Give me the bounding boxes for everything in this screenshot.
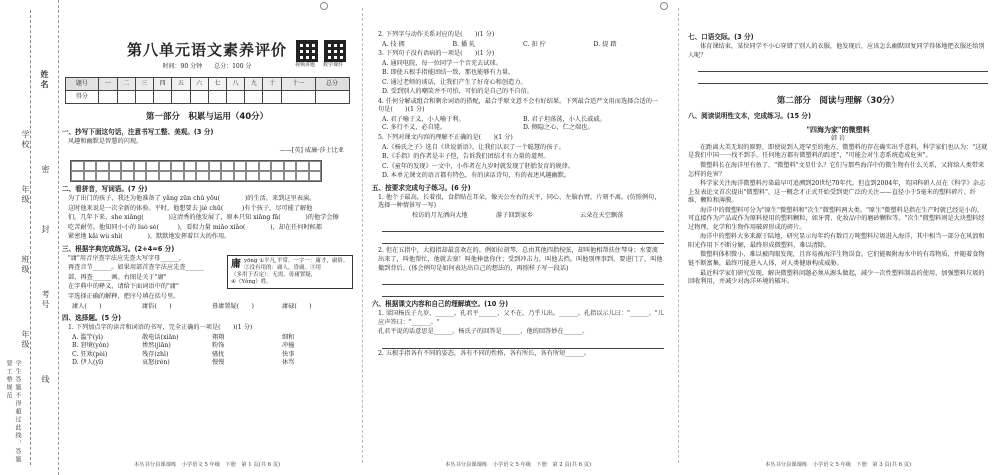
score-input[interactable] (172, 90, 190, 103)
option[interactable]: C.《童年的发现》一文中，小作者在九岁时就发现了胚胎发育的规律。 (382, 162, 575, 170)
q3-line: "庸"用音序查字法应先查大写字母______， (68, 254, 186, 262)
q3-word[interactable]: 毋庸置疑( ) (212, 302, 254, 310)
q4-cell: 快事 (282, 350, 295, 358)
article-paragraph: 最近科学家们研究发现，解决微塑料问题必须从源头做起，减少一次性塑料制品的使用，加强塑料垃圾的回收利用，并减少对海洋环境的破坏。 (688, 269, 985, 286)
dict-line: （多用于否定）：无需，毋庸置疑， (231, 272, 317, 279)
option[interactable]: D. 提 踏 (593, 40, 617, 48)
q3-line: 再查音节______。如果用部首查字法应先查______ (68, 264, 205, 272)
q4-row[interactable] (72, 342, 352, 351)
score-input[interactable] (315, 90, 349, 103)
score-header-cell: 九 (245, 77, 263, 90)
article-title: "四海为家"的微塑料 (806, 125, 870, 134)
option[interactable]: B. 即使五根手指能团结一致，那也能够有力量。 (382, 69, 515, 77)
option[interactable]: C. 扣 拧 (523, 40, 546, 48)
score-input[interactable] (99, 90, 117, 103)
q4-cell: 残存(zhì) (142, 350, 169, 358)
q3-heading: 三、根据字典完成练习。(2+4=6 分) (62, 244, 175, 253)
choice[interactable]: 校访的月光洒向大地 (412, 211, 468, 219)
score-header-row (65, 77, 349, 90)
grade-label-2: 年级 (21, 330, 30, 350)
option[interactable]: D. 侧隐之心，仁之端也。 (523, 124, 594, 132)
score-input[interactable] (263, 90, 281, 103)
q4-cell: 哀怒(rén) (142, 359, 170, 367)
score-header-cell: 二 (117, 77, 135, 90)
score-row-label: 得分 (65, 90, 99, 103)
q5-heading: 五、按要求完成句子练习。(6 分) (372, 183, 471, 192)
qr-code-courseware[interactable] (324, 40, 346, 62)
page-2 (372, 0, 664, 475)
option[interactable]: A. 君子喻于义，小人喻于利。 (382, 115, 465, 123)
score-header-cell: 五 (172, 77, 190, 90)
article-paragraph: 海洋中的塑料大多来源于陆地，研究显示每年约有数百万吨塑料垃圾进入海洋，其中相当一部分在风浪和阳光作用下不断分解，最终形成微塑料，难以清除。 (688, 233, 985, 249)
q3-word[interactable]: 庸俗( ) (142, 302, 172, 310)
option[interactable]: B. 君子坦荡荡，小人长戚戚。 (523, 115, 606, 123)
score-input[interactable] (154, 90, 172, 103)
q4-cell: B. 窘境(yǒn) (72, 342, 109, 350)
q4-cell: D. 伊人(yī) (72, 359, 104, 367)
answer-line[interactable] (382, 339, 664, 349)
page-1 (62, 0, 352, 475)
score-header-cell: 六 (190, 77, 208, 90)
option[interactable]: D. 本单元课文的语言都有特色，有的读话诗句，有的表述风趣幽默。 (382, 172, 571, 180)
q2-line: 紧密地 kǎi wù shì( )，默默地发挥着巨大的作用。 (68, 233, 231, 241)
score-header-cell: 八 (226, 77, 244, 90)
qr-code-video[interactable] (296, 40, 318, 62)
q4-cell: 慢慢 (212, 359, 225, 367)
q2-line: 吃苦耐劳。他知同小小的 luò sè( )，看似力量 miǎo xiǎo( )，却在任何时候都 (68, 223, 323, 231)
score-header-cell: 题号 (65, 77, 99, 90)
q3-word[interactable]: 庸人( ) (72, 302, 102, 310)
answer-line[interactable] (698, 62, 988, 72)
q2-heading: 二、看拼音，写词语。(7 分) (62, 184, 148, 193)
qr-label-video: 视频讲题 (295, 62, 316, 68)
q4-cell: 冲撞 (282, 342, 295, 350)
score-input[interactable] (117, 90, 135, 103)
seal-char-2: 封 (41, 225, 50, 235)
score-value-row (65, 90, 349, 103)
q4-cell: C. 狂欢(pèi) (72, 350, 108, 358)
article-paragraph: 在距离大美无垠的原野，即使说到人迹罕至的地方，微塑料的存在确实出乎意料，科学家们也认为："这就是我们中国一一找不到手，任何地方都有微塑料的踪迹"，"可能会对生态系统造成危害"。 (688, 143, 988, 160)
q6-heading: 六、根据课文内容和自己的理解填空。(10 分) (372, 300, 509, 309)
exam-no-label: 考号 (41, 290, 50, 310)
score-input[interactable] (245, 90, 263, 103)
q4-1-stem: 1. 下列加点字的读音和词语的书写，完全正确的一项是( )(1 分) (68, 324, 253, 332)
q6-1b-stem: 孔君平说的话意思是______。杨氏子的回答是______，他的回答妙在______。 (378, 328, 589, 336)
q6-2-stem: 2. 五根手指各有不同的姿态，各有不同的性格，各有所长，各有所短______。 (378, 349, 591, 357)
q1-source: ——[英] 威廉·莎士比亚 (279, 147, 344, 155)
page-1-footer: 本丛书分县课课练 小学语文 5 年级 下册 第 1 页(共 6 页) (133, 461, 281, 468)
q3-line: 部，再查______画。右图是关于"庸" (68, 273, 167, 281)
q4-2-options (382, 41, 664, 50)
writing-grid[interactable] (70, 160, 322, 182)
seal-char-3: 线 (41, 375, 50, 385)
q4-5-stem: 5. 下列对课文内容的理解不正确的是( )(1 分) (378, 134, 513, 142)
class-label: 班级 (21, 255, 30, 275)
score-input[interactable] (190, 90, 208, 103)
page-2-footer: 本丛书分县课课练 小学语文 5 年级 下册 第 2 页(共 6 页) (444, 461, 592, 468)
q4-cell: 休骂 (282, 359, 295, 367)
cut-line (30, 10, 31, 465)
option[interactable]: B.《手指》的作者是丰子恺，告诉我们团结才有力量的道理。 (382, 153, 550, 161)
article-paragraph: 海洋中的微塑料可分为"原生"微塑料和"次生"微塑料两大类。"原生"微塑料是指在生产时就已经是小的，可直接作为产品或作为原料使用的塑料颗粒，如牙膏、化妆品中的磨砂颗粒等。"次生"微塑料则是大块塑料经过物理、化学和生物作用破碎形成的碎片。 (688, 206, 985, 231)
score-input[interactable] (208, 90, 226, 103)
qr-label-courseware: 数学课件 (323, 62, 344, 68)
score-header-cell: 总分 (315, 77, 349, 90)
q4-cell: 骚扰 (212, 350, 225, 358)
q2-line: 这时他来说是一次全新的体验。平时，他想要去 jiè chū( )有个孩子，尽可能了解他 (68, 204, 313, 212)
q5-1-choices (412, 212, 664, 221)
answer-line[interactable] (382, 275, 664, 285)
q7-heading: 七、口语交际。(3 分) (688, 33, 754, 41)
q4-row[interactable] (72, 359, 352, 368)
score-header-cell: 一 (99, 77, 117, 90)
score-input[interactable] (135, 90, 153, 103)
dictionary-box: 庸 yōng ①平凡,平常。一字一：庸才，庸俗。 ②没有用的：庸人，昏庸。③用 （多用于否定）：无需，毋庸置疑， ④（Yǒng）姓。 (227, 255, 353, 290)
q3-text (62, 255, 222, 302)
score-header-cell: 七 (208, 77, 226, 90)
option[interactable]: A.《杨氏之子》选自《世说新语》，让我们认识了一个聪慧的孩子。 (382, 143, 565, 151)
q4-cell: 细和 (282, 333, 295, 341)
score-header-cell: 三 (135, 77, 153, 90)
dict-line: yōng ①平凡,平常。一字一：庸才，庸俗。 (244, 257, 349, 264)
choice[interactable]: 游子回到家乡 (496, 211, 534, 219)
q7-text: 体育课结束，某位同学不小心穿错了别人的衣服，他发现后，应该怎么幽默回复同学得体地把衣服还给别人呢？ (688, 43, 985, 59)
exam-meta: 时间：90 分钟 总分：100 分 (162, 62, 252, 70)
answer-line[interactable] (382, 222, 664, 232)
registration-mark (320, 2, 328, 10)
answer-line[interactable] (698, 74, 988, 84)
grade-label: 年级 (21, 185, 30, 205)
school-label: 学校 (21, 130, 30, 150)
dict-line: ②没有用的：庸人，昏庸。③用 (244, 264, 322, 271)
name-label: 姓名 (40, 70, 50, 90)
score-table (65, 77, 350, 104)
answer-line[interactable] (382, 234, 664, 244)
score-input[interactable] (226, 90, 244, 103)
q4-4-stem: 4. 任何分解或组合和剩余词语的搭配，最合乎原文意不会有好结果。下列最合适严文用而选择合适的一句是( )(1 分) (378, 97, 659, 114)
exam-title: 第八单元语文素养评价 (126, 41, 287, 59)
q5-2-stem: 2. 但在五指中，大拇指却最喜欢在的。例如拉胡琴，总由其他四指按弦，却叫他相帮扶住琴身；水要流出来了，叫他帮忙，他就去塞！叫他捧盘你住；受到冲击力，叫他去挡。叫他别理事到，要进门了，叫他撤到背后。(体会例句是如何表达出自己的想法的，再照样子写一段话) (378, 247, 663, 272)
q4-cell: 粉饰 (212, 342, 225, 350)
score-input[interactable] (281, 90, 315, 103)
score-header-cell: 四 (154, 77, 172, 90)
option[interactable]: C. 通过老师的谈话，让我们产生了好奇心和创造力。 (382, 78, 527, 86)
binding-strip (0, 0, 59, 475)
q2-line: 为了出门的孩子，我还为他准备了 yǎng zūn chǔ yōu( )的生活，来到这里表演。 (68, 194, 316, 202)
q4-cell: 惨然(jiān) (142, 342, 171, 350)
article-paragraph: 微塑料体积微小，难以被肉眼发现，且容易被海洋生物误食。它们能吸附海水中的有毒物质，并随着食物链不断富集，最终可能进入人体，对人类健康构成威胁。 (688, 251, 985, 268)
column-divider (362, 8, 363, 463)
q3-line: 字选择正确的解释，把序号填在括号里。 (68, 292, 180, 300)
q3-word[interactable]: 庸碌( ) (282, 302, 312, 310)
column-divider (678, 8, 679, 463)
article-paragraph: 微塑料长在海洋里有鱼了，"微塑料"文星什么？它们与那些海洋中的微生物有什么关系，又将给人类带来怎样的危害？ (688, 162, 985, 178)
q6-1-stem: 1. 梁国杨氏子九岁，______。孔君平______，父不在，乃乎儿出。______。孔指以示儿曰："______。"儿应声答曰："______。" (378, 310, 664, 326)
q4-row[interactable] (72, 334, 352, 343)
score-header-cell: 十 (263, 77, 281, 90)
seal-char: 密 (41, 165, 50, 175)
page-3-footer: 本丛书分县课课练 小学语文 5 年级 下册 第 3 页(共 6 页) (764, 461, 912, 468)
score-header-cell: 十一 (281, 77, 315, 90)
part-2-heading: 第二部分 阅读与理解（30分） (776, 96, 900, 107)
q4-cell: 散电话(xiān) (142, 333, 179, 341)
q2-line: 们。几年下来，she xiǎng( )这清秀的他发展了，原本只知 xiāng fǎ( )的他学会擦 (68, 214, 339, 222)
choice[interactable]: 云朵在天空飘荡 (580, 211, 624, 219)
q4-heading: 四、选择题。(5 分) (62, 314, 122, 323)
option[interactable]: D. 受到别人的嘲笑并不可怕，可怕的是自己的不自信。 (382, 88, 533, 96)
q4-cell: A. 滥竽(yì) (72, 333, 104, 341)
article-author: 韩 岩 (831, 134, 845, 142)
q3-block (62, 255, 352, 302)
q4-4-options (382, 116, 664, 133)
page-3 (688, 0, 988, 475)
answer-line[interactable] (382, 287, 664, 297)
q4-cell: 翔翔 (212, 333, 225, 341)
option[interactable]: C. 多行不义，必自毙。 (382, 124, 447, 132)
q5-1-stem: 1. 他个子最高，长着很，食指贴在耳朵，像天公左右的天平，同心，左脑右臂，片刻不离。(仿照例句，选择一种情景写一写) (378, 193, 661, 210)
registration-mark (660, 2, 668, 10)
option[interactable]: A. 技 拥 (382, 40, 405, 48)
q3-line: 在字典中的释义，请给下面词语中的"庸" (68, 283, 179, 291)
q1-text: 风趣和幽默是智慧的闪现。 (68, 137, 143, 145)
q8-heading: 八、阅读说明性文本，完成练习。(15 分) (688, 111, 811, 120)
option[interactable]: B. 播 轧 (452, 40, 476, 48)
part-1-heading: 第一部分 积累与运用（40分） (145, 111, 269, 122)
q1-heading: 一、抄写下面这句话，注意书写工整、美观。(3 分) (62, 127, 214, 136)
q4-2-stem: 2. 下列字与动作关系对应的是( )(1 分) (378, 31, 495, 38)
dict-line: ④（Yǒng）姓。 (231, 279, 272, 286)
article-paragraph: 科学家关注海洋微塑料污染最早可追溯到20世纪70年代。但直到2004年，英国科研人员在《科学》杂志上发表论文首次提出"微塑料"，这一概念才正式开始受到更广泛的关注——直径小于5毫米的塑料碎片、纤维、颗粒和薄膜。 (688, 180, 986, 205)
q3-words (72, 303, 352, 312)
option[interactable]: A. 通同电院，每一位同学一个音充去试球。 (382, 59, 502, 67)
q4-3-stem: 3. 下列句子没有语病的一项是( )(1 分) (378, 50, 495, 58)
binding-notice: 学生答题不得超过此线，答题要工整规范 (5, 360, 21, 464)
